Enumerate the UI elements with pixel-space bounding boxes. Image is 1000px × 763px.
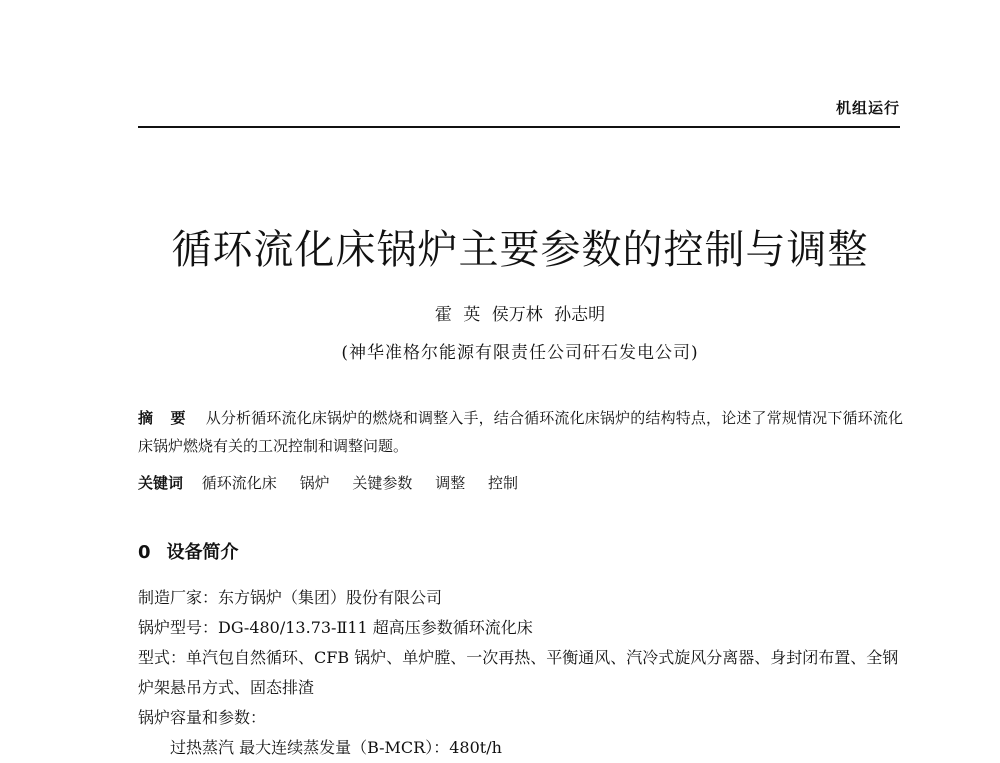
body-line: 型式：单汽包自然循环、CFB 锅炉、单炉膛、一次再热、平衡通风、汽冷式旋风分离器、身封闭布置、全钢炉架悬吊方式、固态排渣	[138, 648, 899, 697]
keyword: 锅炉	[299, 474, 330, 492]
section-number: 0	[138, 542, 151, 563]
keyword: 关键参数	[352, 474, 413, 492]
abstract	[138, 404, 903, 460]
paper-title: 循环流化床锅炉主要参数的控制与调整	[171, 227, 869, 273]
keywords-label: 关键词	[138, 474, 184, 492]
body-line: 过热蒸汽 最大连续蒸发量（B-MCR）：480t/h	[170, 738, 502, 757]
section-title: 设备简介	[166, 542, 239, 563]
body-line: 制造厂家：东方锅炉（集团）股份有限公司	[138, 588, 443, 607]
running-header: 机组运行	[835, 99, 900, 117]
body-line: 锅炉容量和参数：	[138, 708, 267, 727]
paper-authors: 霍 英 侯万林 孙志明	[434, 305, 606, 325]
keyword: 调整	[435, 474, 466, 492]
abstract-label: 摘 要	[138, 409, 192, 427]
section-heading	[138, 538, 239, 564]
abstract-text: 从分析循环流化床锅炉的燃烧和调整入手，结合循环流化床锅炉的结构特点，论述了常规情况下循环流化床锅炉燃烧有关的工况控制和调整问题。	[138, 409, 903, 455]
body-text	[138, 583, 903, 763]
body-line: 锅炉型号：DG-480/13.73-Ⅱ11 超高压参数循环流化床	[138, 618, 533, 637]
paper-affiliation: (神华准格尔能源有限责任公司矸石发电公司)	[341, 343, 699, 363]
keywords	[138, 472, 536, 493]
keyword: 循环流化床	[201, 474, 277, 492]
keyword: 控制	[487, 474, 518, 492]
header-rule	[138, 126, 900, 128]
